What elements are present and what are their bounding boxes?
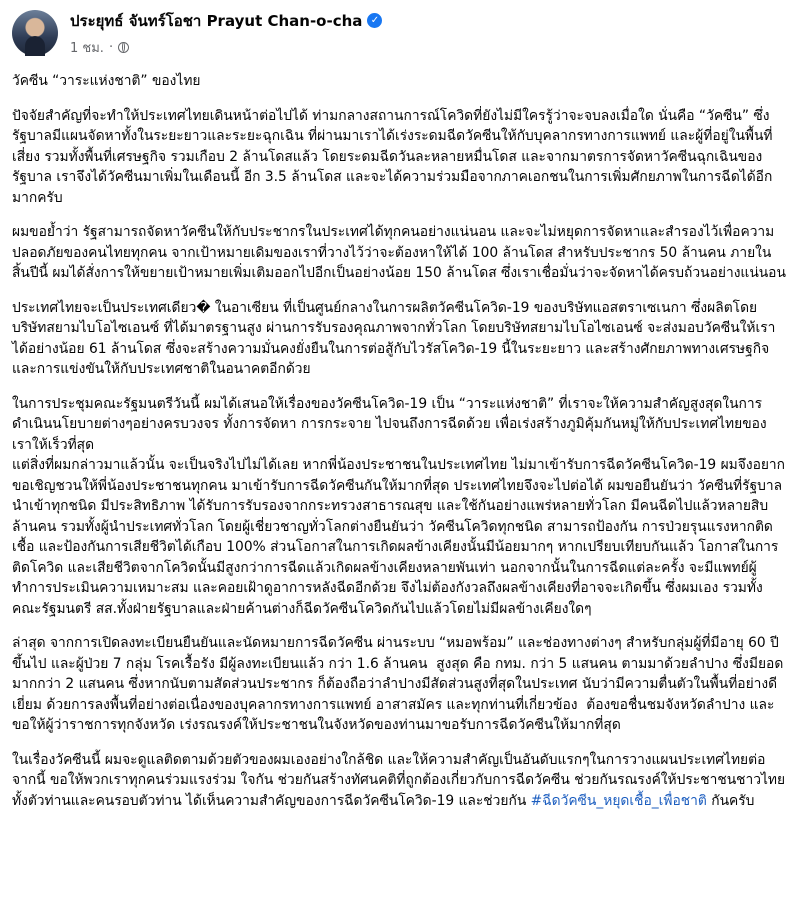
hashtag-link[interactable]: #ฉีดวัคซีน_หยุดเชื้อ_เพื่อชาติ — [530, 792, 707, 809]
post-timestamp[interactable]: 1 ชม. — [70, 40, 104, 56]
separator-dot: · — [108, 39, 114, 55]
post-paragraph-last — [12, 750, 790, 812]
author-name[interactable]: ประยุทธ์ จันทร์โอชา Prayut Chan-o-cha — [70, 11, 363, 30]
post-title-line: วัคซีน “วาระแห่งชาติ” ของไทย — [12, 73, 201, 89]
post-closing-text: กันครับ — [706, 792, 755, 809]
verified-badge-icon: ✓ — [367, 13, 382, 28]
post-meta — [70, 9, 382, 58]
globe-icon[interactable] — [118, 42, 129, 53]
author-row — [70, 9, 382, 33]
post-paragraph: ประเทศไทยจะเป็นประเทศเดียว� ในอาเซียน ที่เป็นศูนย์กลางในการผลิตวัคซีนโควิด-19 ของบริษัทแอสตราเซเนกา ซึ่งผลิตโดยบริษัทสยามไบโอไซเอนซ์ ที่ได้มาตรฐานสูง ผ่านการรับรองคุณภาพจากทั่วโลก โดยบริษัทสยามไบโอไซเอนซ์ จะส่งมอบวัคซีนให้เราได้อย่างน้อย 61 ล้านโดส ซึ่งจะสร้างความมั่นคงยั่งยืนในการต่อสู้กับไวรัสโควิด-19 นี้ในระยะยาว และสร้างศักยภาพทางเศรษฐกิจและการแข่งขันให้กับประเทศชาติในอนาคตอีกด้วย — [12, 299, 776, 377]
post-paragraph: แต่สิ่งที่ผมกล่าวมาแล้วนั้น จะเป็นจริงไปไม่ได้เลย หากพี่น้องประชาชนในประเทศไทย ไม่มาเข้ารับการฉีดวัคซีนโควิด-19 ผมจึงอยากขอเชิญชวนให้พี่น้องประชาชนทุกคน มาเข้ารับการฉีดวัคซีนกันให้มากที่สุด ประเทศไทยจึงจะไปต่อได้ ผมขอยืนยันว่า วัคซีนที่รัฐบาลนำเข้าทุกชนิด มีประสิทธิภาพ ได้รับการรับรองจากกระทรวงสาธารณสุข และใช้กันอย่างแพร่หลายทั่วโลก มีคนฉีดไปแล้วหลายสิบล้านคน รวมทั้งผู้นำประเทศทั่วโลก โดยผู้เชี่ยวชาญทั่วโลกต่างยืนยันว่า วัคซีนโควิดทุกชนิด สามารถป้องกัน การป่วยรุนแรงหากติดเชื้อ และป้องกันการเสียชีวิตได้เกือบ 100% ส่วนโอกาสในการเกิดผลข้างเคียงนั้นมีน้อยมากๆ หากเปรียบเทียบกันแล้ว โอกาสในการติดโควิด และเสียชีวิตจากโควิดนั้นมีสูงกว่าการฉีดแล้วเกิดผลข้างเคียงหลายพันเท่า นอกจากนั้นในการฉีดแต่ละครั้ง จะมีแพทย์ผู้ทำการประเมินความเหมาะสม และคอยเฝ้าดูอาการหลังฉีดอีกด้วย จึงไม่ต้องกังวลถึงผลข้างเคียงที่อาจจะเกิดขึ้น ซึ่งผมเอง รวมทั้งคณะรัฐมนตรี สส.ทั้งฝ่ายรัฐบาลและฝ่ายค้านต่างก็ฉีดวัคซีนโควิดกันไปแล้วโดยไม่มีผลข้างเคียงใดๆ — [12, 457, 786, 617]
post-subline — [70, 37, 382, 58]
post-paragraph: ผมขอย้ำว่า รัฐสามารถจัดหาวัคซีนให้กับประชากรในประเทศได้ทุกคนอย่างแน่นอน และจะไม่หยุดการจัดหาและสำรองไว้เพื่อความปลอดภัยของคนไทยทุกคน จากเป้าหมายเดิมของเราที่วางไว้ว่าจะต้องหาให้ได้ 100 ล้านโดส สำหรับประชากร 50 ล้านคน ภายในสิ้นปีนี้ ผมได้สั่งการให้ขยายเป้าหมายเพิ่มเติมออกไปอีกเป็นอย่างน้อย 150 ล้านโดส ซึ่งเราเชื่อมั่นว่าจะจัดหาได้ครบถ้วนอย่างแน่นอน — [12, 224, 786, 281]
post-paragraph: ปัจจัยสำคัญที่จะทำให้ประเทศไทยเดินหน้าต่อไปได้ ท่ามกลางสถานการณ์โควิดที่ยังไม่มีใครรู้ว่าจะจบลงเมื่อใด นั่นคือ “วัคซีน” ซึ่งรัฐบาลมีแผนจัดหาทั้งในระยะยาวและระยะฉุกเฉิน ที่ผ่านมาเราได้เร่งระดมฉีดวัคซีนให้กับบุคลากรทางการแพทย์ และผู้ที่อยู่ในพื้นที่เสี่ยง รวมทั้งพื้นที่เศรษฐกิจ รวมเกือบ 2 ล้านโดสแล้ว โดยระดมฉีดวันละหลายหมื่นโดส และจากมาตรการจัดหาวัคซีนฉุกเฉินของรัฐบาล เราจึงได้วัคซีนมาเพิ่มในเดือนนี้ อีก 3.5 ล้านโดส และจะได้ความร่วมมือจากภาคเอกชนในการเพิ่มศักยภาพในการฉีดได้อีกมากครับ — [12, 107, 773, 206]
post-paragraph-text: ในเรื่องวัคซีนนี้ ผมจะดูแลติดตามด้วยตัวของผมเองอย่างใกล้ชิด และให้ความสำคัญเป็นอันดับแรกๆในการวางแผนประเทศไทยต่อจากนี้ ขอให้พวกเราทุกคนร่วมแรงร่วม ใจกัน ช่วยกันสร้างทัศนคติที่ถูกต้องเกี่ยวกับการฉีดวัคซีน ช่วยกันรณรงค์ให้ประชาชนชาวไทย ทั้งตัวท่านและคนรอบตัวท่าน ได้เห็นความสำคัญของการฉีดวัคซีนโควิด-19 และช่วยกัน — [12, 751, 790, 809]
post-paragraph: ล่าสุด จากการเปิดลงทะเบียนยืนยันและนัดหมายการฉีดวัคซีน ผ่านระบบ “หมอพร้อม” และช่องทางต่างๆ สำหรับกลุ่มผู้ที่มีอายุ 60 ปีขึ้นไป และผู้ป่วย 7 กลุ่ม โรคเรื้อรัง มีผู้ลงทะเบียนแล้ว กว่า 1.6 ล้านคน สูงสุด คือ กทม. กว่า 5 แสนคน ตามมาด้วยลำปาง ซึ่งมียอดมากกว่า 2 แสนคน ซึ่งหากนับตามสัดส่วนประชากร ก็ต้องถือว่าลำปางมีสัดส่วนสูงที่สุดในประเทศ นับว่ามีความตื่นตัวในพื้นที่อย่างดีเยี่ยม ด้วยการลงพื้นที่อย่างต่อเนื่องของบุคลากรทางการแพทย์ อาสาสมัคร และทุกท่านที่เกี่ยวข้อง ต้องขอชื่นชมจังหวัดลำปาง และขอให้ผู้ว่าราชการทุกจังหวัด เร่งรณรงค์ให้ประชาชนในจังหวัดของท่านมาขอรับการฉีดวัคซีนให้มากที่สุด — [12, 635, 784, 733]
author-avatar[interactable] — [12, 10, 58, 56]
post-paragraph: ในการประชุมคณะรัฐมนตรีวันนี้ ผมได้เสนอให้เรื่องของวัคซีนโควิด-19 เป็น “วาระแห่งชาติ” ที่เราจะให้ความสำคัญสูงสุดในการดำเนินนโยบายต่างๆอย่างครบวงจร ทั้งการจัดหา การกระจาย ไปจนถึงการฉีดด้วย เพื่อเร่งสร้างภูมิคุ้มกันหมู่ให้กับประเทศไทยของเราให้เร็วที่สุด — [12, 395, 767, 453]
post-body — [12, 71, 790, 811]
post-header — [12, 8, 786, 58]
